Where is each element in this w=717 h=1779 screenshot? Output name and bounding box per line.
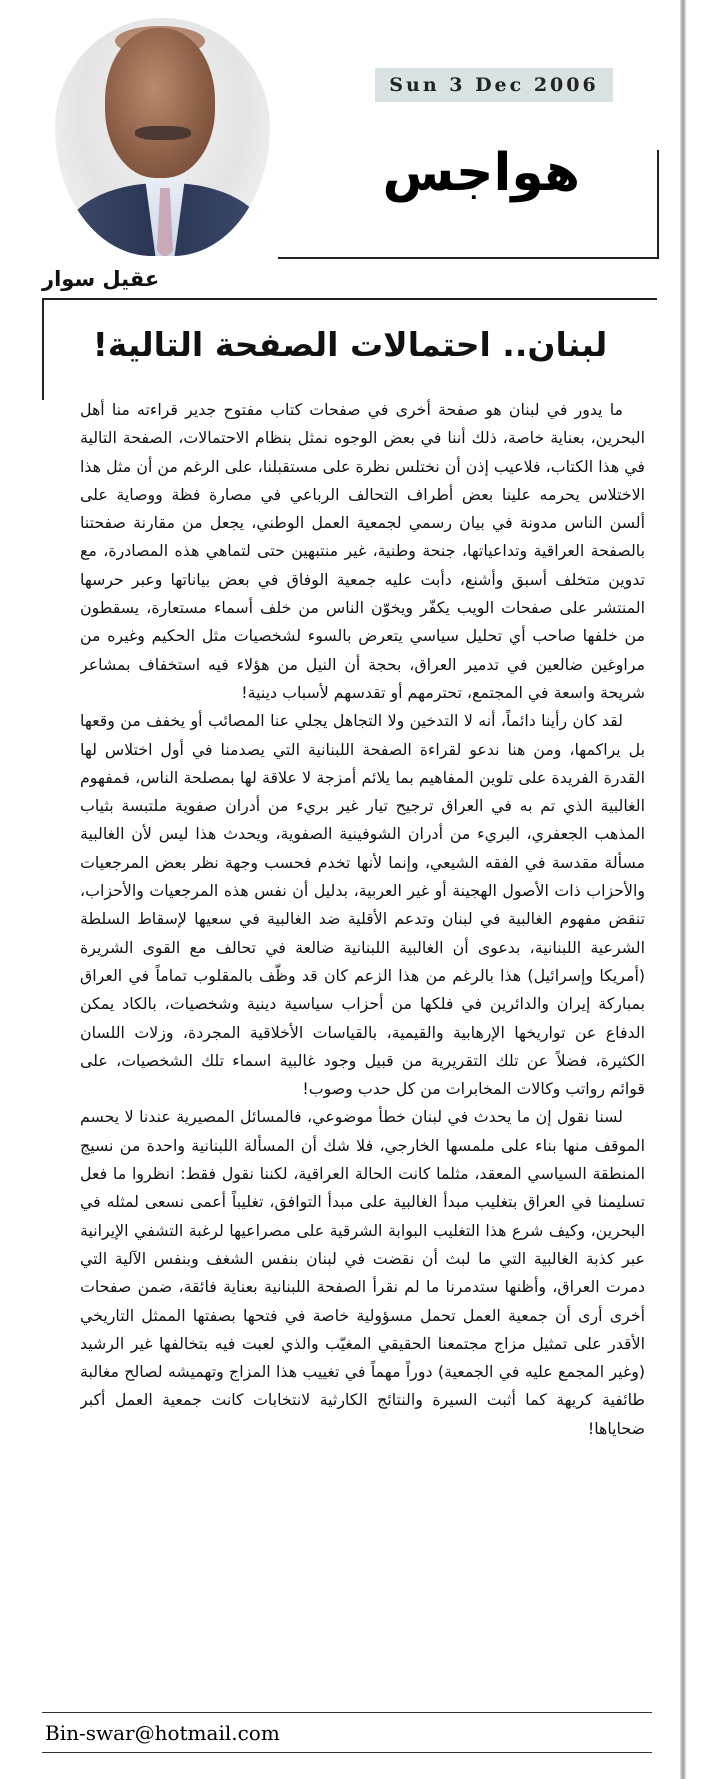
author-photo-mustache xyxy=(135,126,191,140)
article-paragraph: لسنا نقول إن ما يحدث في لبنان خطأ موضوعي، فالمسائل المصيرية عندنا لا يحسم الموقف منها بناء على ملمسها الخارجي، فلا شك أن المسألة اللبنانية واحدة من نسيج المنطقة السياسي المعقد، مثلما كانت الحالة العراقية، لكننا نقول فقط: انظروا ما فعل تسليمنا في العراق بتغليب مبدأ الغالبية على مبدأ التوافق، تغليباً أعمى نسعى لمثله في البحرين، وكيف شرع هذا التغليب البوابة الشرقية على مصراعيها لرغبة التشفي الإيرانية عبر كذبة الغالبية التي ما لبث أن نقضت في لبنان بنفس الشغف وبنفس الآلية التي دمرت العراق، وأظنها ستدمرنا ما لم نقرأ الصفحة اللبنانية بعناية فائقة، ضمن صفحات أخرى أرى أن جمعية العمل تحمل مسؤولية خاصة في فتحها بصفتها الممثل التاريخي الأقدر على تمثيل مزاج مجتمعنا الحقيقي المغيّب والذي لعبت فيه بتخالفها غير الرشيد (وغير المجمع عليه في الجمعية) دوراً مهماً في تغييب هذا المزاج وتهميشه لصالح مغالبة طائفية كريهة كما أثبت السيرة والنتائج الكارثية لانتخابات كانت جمعية العمل أكبر ضحاياها! xyxy=(80,1107,645,1438)
header-rule xyxy=(42,298,657,300)
article-paragraph: ما يدور في لبنان هو صفحة أخرى في صفحات كتاب مفتوح جدير قراءته منا أهل البحرين، بعناية خاصة، ذلك أننا في بعض الوجوه نمثل بنظام الاحتمالات، الصفحة التالية في هذا الكتاب، فلاعيب إذن أن نختلس نظرة على مستقبلنا، على الرغم من أن مثل هذا الاختلاس يحرمه علينا بعض أطراف التحالف الرباعي في مصارة فظة ووصاية على ألسن الناس مدونة في بيان رسمي لجمعية العمل الوطني، يجعل من مقارنة صفحتنا بالصفحة العراقية وتداعياتها، جنحة وطنية، غير منتبهين حتى لتماهي هذه المصادرة، مع تدوين متخلف أسبق وأشنع، دأبت عليه جمعية الوفاق في بعض بياناتها وعبر حرسها المنتشر على صفحات الويب يكفّر ويخوّن الناس من خلف أسماء مستعارة، يسقطون من خلفها صاحب أي تحليل سياسي يتعرض بالسوء لشخصيات مثل الحكيم وغيره من مراوغين ضالعين في تدمير العراق، بحجة أن النيل من هؤلاء فيه استخفاف بمشاعر شريحة واسعة في المجتمع، تحترمهم أو تقدسهم لأسباب دينية! xyxy=(80,400,645,702)
headline-frame xyxy=(42,300,44,400)
author-photo-face xyxy=(105,28,215,178)
author-name: عقيل سوار xyxy=(42,267,160,291)
title-frame-horizontal xyxy=(278,257,659,259)
footer-rule-bottom xyxy=(42,1752,652,1753)
author-email[interactable]: Bin-swar@hotmail.com xyxy=(45,1721,280,1745)
author-photo xyxy=(55,18,270,256)
footer-rule-top xyxy=(42,1712,652,1713)
title-frame-vertical xyxy=(657,150,659,258)
article-headline: لبنان.. احتمالات الصفحة التالية! xyxy=(92,325,608,364)
article-paragraph: لقد كان رأينا دائماً، أنه لا التدخين ولا التجاهل يجلي عنا المصائب أو يخفف من وقعها بل يراكمها، ومن هنا ندعو لقراءة الصفحة اللبنانية التي يصدمنا في أول اختلاس لها القدرة الفريدة على تلوين المفاهيم بما يلائم أمزجة لا علاقة لها بمصلحة الناس، فمفهوم الغالبية الذي تم به في العراق ترجيح تيار غير بريء من أدران صفوية ملتبسة بثياب المذهب الجعفري، البريء من أدران الشوفينية الصفوية، ويحدث هذا ليس لأن الغالبية مسألة مقدسة في الفقه الشيعي، وإنما لأنها تخدم فحسب وجهة نظر بعض المرجعيات والأحزاب ذات الأصول الهجينة أو غير العربية، بدليل أن نفس هذه المرجعيات والأحزاب، تنقض مفهوم الغالبية في لبنان وتدعم الأقلية ضد الغالبية في سعيها لإسقاط السلطة الشرعية اللبنانية، بدعوى أن الغالبية اللبنانية ضالعة في تحالف مع القوى الشريرة (أمريكا وإسرائيل) هذا بالرغم من هذا الزعم كان قد وظّف بالمقلوب تماماً في العراق بمباركة إيران والدائرين في فلكها من أحزاب سياسية دينية وشخصيات، بالكاد يمكن الدفاع عن تواريخها الإرهابية والقيمية، بالقياسات الأخلاقية المجردة، وزلات اللسان الكثيرة، فضلاً عن تلك التقريرية من قبيل وجود غالبية اسماء تلك الشخصيات، على قوائم رواتب وكالات المخابرات من كل حدب وصوب! xyxy=(80,711,645,1099)
article-body xyxy=(80,396,645,1706)
publication-date: Sun 3 Dec 2006 xyxy=(375,68,613,102)
column-title: هواجس xyxy=(382,143,580,203)
page-edge-rule xyxy=(680,0,686,1779)
